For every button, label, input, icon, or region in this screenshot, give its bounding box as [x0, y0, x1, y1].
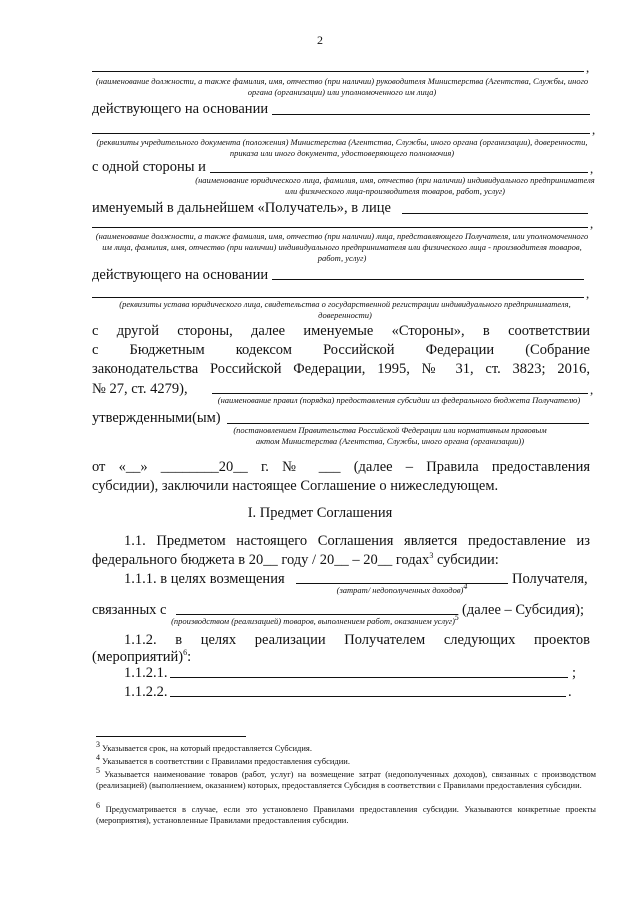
approved-caption: (постановлением Правительства Российской Федерации или нормативным правовым актом Министерства (Агентства, Службы, иного органа (организации)): [233, 425, 547, 446]
footnote-5: [96, 766, 596, 791]
rules-caption: (наименование правил (порядка) предоставления субсидии из федерального бюджета Получателю): [217, 395, 581, 405]
page-number: 2: [317, 33, 323, 47]
period: .: [568, 684, 572, 700]
costs-caption-text: (затрат/ недополученных доходов): [336, 585, 464, 595]
clause-1-1-2-line-1: 1.1.2. в целях реализации Получателем следующих проектов: [124, 632, 590, 648]
agreement-concluded-line: субсидии), заключили настоящее Соглашение о нижеследующем.: [92, 478, 499, 494]
footnote-6: [96, 801, 596, 826]
clause-1-1-2-1-label: 1.1.2.1.: [124, 665, 168, 681]
clause-1-1-1-label: 1.1.1. в целях возмещения: [124, 571, 285, 587]
project-2-line: [170, 696, 566, 697]
agreement-date-line: от «__» ________20__ г. № ___ (далее – Правила предоставления: [92, 459, 590, 475]
clause-1-1-line-2-end: субсидии:: [433, 552, 499, 568]
footnote-3: [96, 740, 596, 754]
footnote-ref-3: 3: [429, 551, 434, 561]
footnote-6-number: 6: [96, 801, 100, 811]
project-1-line: [170, 677, 568, 678]
comma: ,: [592, 122, 596, 137]
parties-line-1: с другой стороны, далее именуемые «Стороны», в соответствии: [92, 323, 590, 339]
basis-caption: (реквизиты учредительного документа (положения) Министерства (Агентства, Службы, иного органа (организации), доверенности, приказа или иного документа, удостоверяющего полномочия): [96, 137, 588, 158]
footnote-ref-6: 6: [183, 648, 188, 658]
production-caption: [150, 613, 480, 627]
comma: ,: [586, 286, 590, 301]
clause-1-1-line-2: [92, 551, 499, 569]
semicolon: ;: [572, 665, 577, 681]
recipient-rep-caption: (наименование должности, а также фамилия, имя, отчество (при наличии) лица, представляющего Получателя, или уполномоченного им лица, фамилия, имя, отчество (при наличии) индивидуального предпринимателя или физического лица - производителя товаров, работ, услуг): [95, 231, 589, 263]
recipient-rep-line: [402, 213, 588, 214]
recipient-rep-line-2: [92, 227, 588, 228]
clause-1-1-2-line-2-text: (мероприятий): [92, 649, 184, 665]
rules-line: [212, 393, 588, 394]
clause-1-1-1-related-label: связанных с: [92, 602, 167, 618]
recipient-basis-line-2: [92, 297, 584, 298]
clause-1-1-1-related-tail: (далее – Субсидия);: [462, 602, 584, 618]
head-signatory-caption: (наименование должности, а также фамилия, имя, отчество (при наличии) руководителя Министерства (Агентства, Службы, иного органа (организации) или уполномоченного им лица): [95, 76, 589, 97]
parties-line-2: с Бюджетным кодексом Российской Федерации (Собрание: [92, 342, 590, 358]
basis-line: [272, 114, 590, 115]
section-1-title: I. Предмет Соглашения: [247, 505, 393, 521]
footnote-5-text: Указывается наименование товаров (работ, услуг) на возмещение затрат (недополученных доходов), связанных с производством (реализацией) (выполнением, оказанием) которых, предоставляется Субсидия в соответствии с Правилами предоставления субсидии.: [96, 769, 596, 790]
recipient-basis-line: [272, 279, 584, 280]
approved-label: утвержденными(ым): [92, 410, 221, 426]
footnote-4: [96, 753, 596, 767]
clause-1-1-line-2-text: федерального бюджета в 20__ году / 20__ – 20__ годах: [92, 552, 430, 568]
clause-1-1-line-1: 1.1. Предметом настоящего Соглашения является предоставление из: [124, 533, 590, 549]
recipient-basis-label: действующего на основании: [92, 267, 269, 283]
footnote-3-text: Указывается срок, на который предоставляется Субсидия.: [102, 743, 312, 753]
parties-line-4: № 27, ст. 4279),: [92, 381, 188, 397]
first-party-label: с одной стороны и: [92, 159, 206, 175]
parties-line-3: законодательства Российской Федерации, 1995, № 31, ст. 3823; 2016,: [92, 361, 590, 377]
head-signatory-line: [92, 71, 584, 72]
comma: ,: [590, 216, 594, 231]
clause-1-1-2-line-2-end: :: [187, 649, 192, 665]
recipient-label: именуемый в дальнейшем «Получатель», в лице: [92, 200, 391, 216]
clause-1-1-1-tail: Получателя,: [512, 571, 588, 587]
clause-1-1-2-2-label: 1.1.2.2.: [124, 684, 168, 700]
recipient-name-caption: (наименование юридического лица, фамилия, имя, отчество (при наличии) индивидуального предпринимателя или физического лица-производителя товаров, работ, услуг): [195, 175, 595, 196]
recipient-basis-caption: (реквизиты устава юридического лица, свидетельства о государственной регистрации индивидуального предпринимателя, доверенности): [119, 299, 571, 320]
basis-line-2: [92, 133, 590, 134]
footnote-4-number: 4: [96, 753, 100, 763]
costs-caption: [296, 582, 508, 596]
footnote-ref-4: 4: [463, 582, 468, 592]
recipient-name-line: [210, 172, 588, 173]
footnote-separator: [96, 736, 246, 737]
footnote-6-text: Предусматривается в случае, если это установлено Правилами предоставления субсидии. Указываются конкретные проекты (мероприятия), установленные Правилами предоставления субсидии.: [96, 804, 596, 825]
footnote-ref-5: 5: [454, 613, 459, 623]
approved-line: [227, 423, 589, 424]
footnote-5-number: 5: [96, 766, 100, 776]
comma: ,: [590, 161, 594, 176]
production-caption-text: (производством (реализацией) товаров, выполнением работ, оказанием услуг): [171, 616, 455, 626]
footnote-4-text: Указывается в соответствии с Правилами предоставления субсидии.: [102, 756, 350, 766]
costs-line: [296, 583, 508, 584]
comma: ,: [586, 60, 590, 75]
footnote-3-number: 3: [96, 740, 100, 750]
comma: ,: [590, 382, 594, 397]
basis-label: действующего на основании: [92, 101, 269, 117]
production-line: [176, 614, 458, 615]
